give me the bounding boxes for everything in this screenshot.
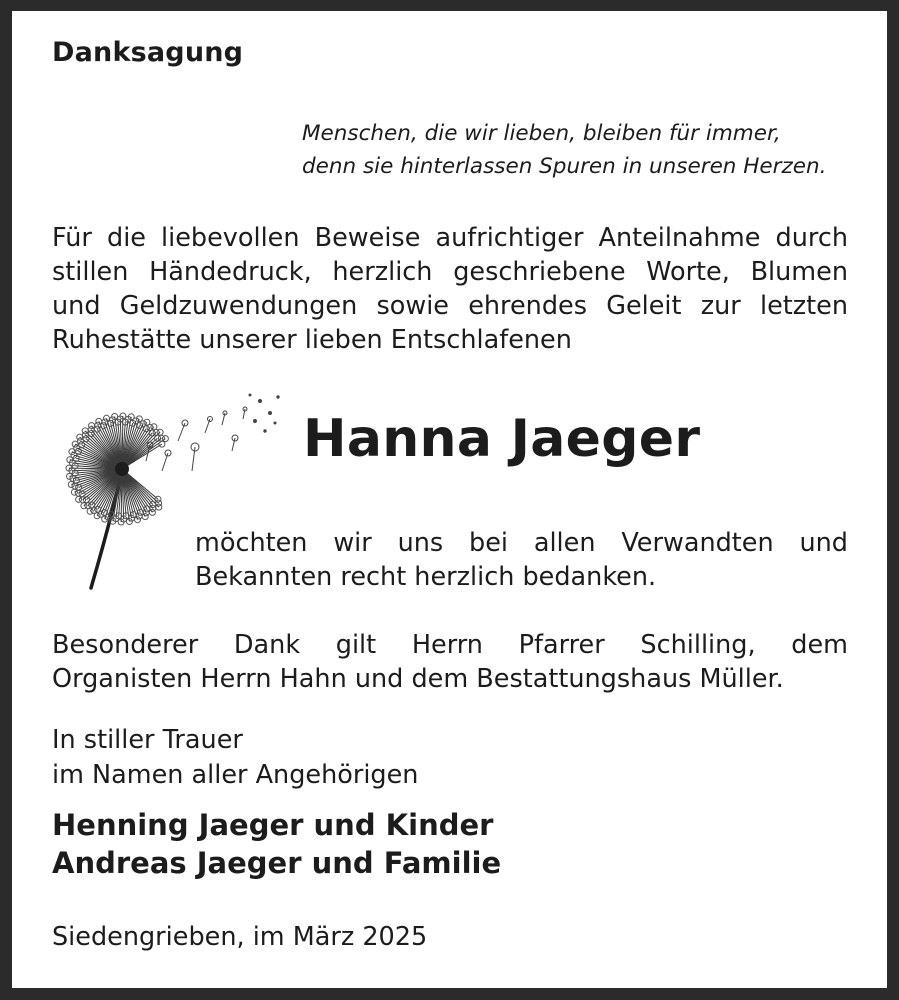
intro-line: und Geldzuwendungen sowie ehrendes Geleit zur letzten xyxy=(52,291,848,321)
motto-line: denn sie hinterlassen Spuren in unseren Herzen. xyxy=(302,154,827,179)
signer-name: Andreas Jaeger und Familie xyxy=(52,846,502,880)
special-thanks-line: Organisten Herrn Hahn und dem Bestattungshaus Müller. xyxy=(52,664,784,694)
closing-line: In stiller Trauer xyxy=(52,725,243,755)
closing-words xyxy=(52,723,418,793)
intro-line: Für die liebevollen Beweise aufrichtiger Anteilnahme durch xyxy=(52,223,848,253)
motto-quote xyxy=(302,117,826,183)
thanks-line: Bekannten recht herzlich bedanken. xyxy=(195,562,657,592)
thanks-paragraph xyxy=(195,526,848,594)
signers xyxy=(52,806,501,882)
special-thanks-line: Besonderer Dank gilt Herrn Pfarrer Schilling, dem xyxy=(52,630,848,660)
deceased-name: Hanna Jaeger xyxy=(303,409,701,469)
special-thanks-paragraph xyxy=(52,628,848,696)
motto-line: Menschen, die wir lieben, bleiben für immer, xyxy=(302,121,781,146)
signer-name: Henning Jaeger und Kinder xyxy=(52,808,494,842)
intro-paragraph xyxy=(52,221,848,357)
place-date: Siedengrieben, im März 2025 xyxy=(52,922,428,952)
intro-line: stillen Händedruck, herzlich geschriebene Worte, Blumen xyxy=(52,257,848,287)
thanks-line: möchten wir uns bei allen Verwandten und xyxy=(195,528,848,558)
closing-line: im Namen aller Angehörigen xyxy=(52,760,419,790)
heading: Danksagung xyxy=(52,37,244,68)
intro-line: Ruhestätte unserer lieben Entschlafenen xyxy=(52,325,572,355)
obituary-card xyxy=(12,11,887,988)
